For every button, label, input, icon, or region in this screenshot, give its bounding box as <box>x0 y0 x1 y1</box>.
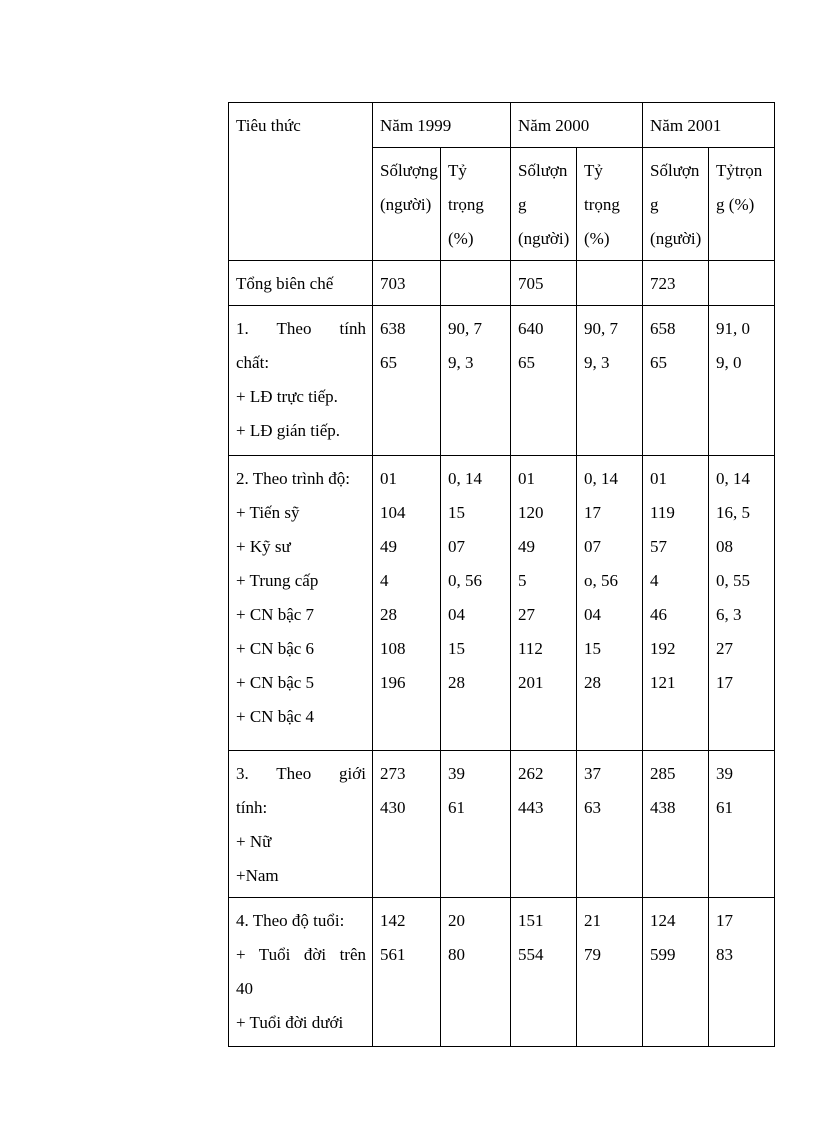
value-cell: 01 119 57 4 46 192 121 <box>643 456 709 751</box>
value-cell: 285 438 <box>643 751 709 898</box>
section-label: 1. Theo tính chất: + LĐ trực tiếp. + LĐ gián tiếp. <box>229 306 373 456</box>
value-cell: 142 561 <box>373 898 441 1047</box>
share-header: Tỷ trọng (%) <box>577 148 643 261</box>
value-cell: 151 554 <box>511 898 577 1047</box>
share-header: Tỷtrọn g (%) <box>709 148 775 261</box>
section-row <box>229 306 775 456</box>
quantity-header: Sốlượng (người) <box>373 148 441 261</box>
year-header: Năm 2000 <box>511 103 643 148</box>
value-cell: 273 430 <box>373 751 441 898</box>
value-cell: 39 61 <box>441 751 511 898</box>
total-value: 703 <box>373 261 441 306</box>
section-label: 4. Theo độ tuổi: + Tuổi đời trên 40 + Tuổi đời dưới <box>229 898 373 1047</box>
statistics-table <box>228 102 775 1047</box>
value-cell: 124 599 <box>643 898 709 1047</box>
empty-cell <box>441 261 511 306</box>
value-cell: 640 65 <box>511 306 577 456</box>
value-cell: 262 443 <box>511 751 577 898</box>
section-label: 2. Theo trình độ: + Tiến sỹ + Kỹ sư + Trung cấp + CN bậc 7 + CN bậc 6 + CN bậc 5 + CN bậc 4 <box>229 456 373 751</box>
section-label: 3. Theo giới tính: + Nữ +Nam <box>229 751 373 898</box>
value-cell: 90, 7 9, 3 <box>577 306 643 456</box>
value-cell: 0, 14 15 07 0, 56 04 15 28 <box>441 456 511 751</box>
value-cell: 0, 14 17 07 o, 56 04 15 28 <box>577 456 643 751</box>
section-row <box>229 456 775 751</box>
empty-cell <box>709 261 775 306</box>
share-header: Tỷ trọng (%) <box>441 148 511 261</box>
value-cell: 01 104 49 4 28 108 196 <box>373 456 441 751</box>
value-cell: 17 83 <box>709 898 775 1047</box>
value-cell: 20 80 <box>441 898 511 1047</box>
section-row <box>229 751 775 898</box>
quantity-header: Sốlượn g (người) <box>511 148 577 261</box>
value-cell: 39 61 <box>709 751 775 898</box>
value-cell: 21 79 <box>577 898 643 1047</box>
total-label: Tổng biên chế <box>229 261 373 306</box>
empty-cell <box>577 261 643 306</box>
total-row <box>229 261 775 306</box>
value-cell: 658 65 <box>643 306 709 456</box>
header-row <box>229 103 775 148</box>
value-cell: 01 120 49 5 27 112 201 <box>511 456 577 751</box>
criteria-header: Tiêu thức <box>229 103 373 261</box>
value-cell: 0, 14 16, 5 08 0, 55 6, 3 27 17 <box>709 456 775 751</box>
total-value: 705 <box>511 261 577 306</box>
year-header: Năm 2001 <box>643 103 775 148</box>
value-cell: 90, 7 9, 3 <box>441 306 511 456</box>
value-cell: 91, 0 9, 0 <box>709 306 775 456</box>
total-value: 723 <box>643 261 709 306</box>
value-cell: 37 63 <box>577 751 643 898</box>
year-header: Năm 1999 <box>373 103 511 148</box>
section-row <box>229 898 775 1047</box>
value-cell: 638 65 <box>373 306 441 456</box>
quantity-header: Sốlượn g (người) <box>643 148 709 261</box>
